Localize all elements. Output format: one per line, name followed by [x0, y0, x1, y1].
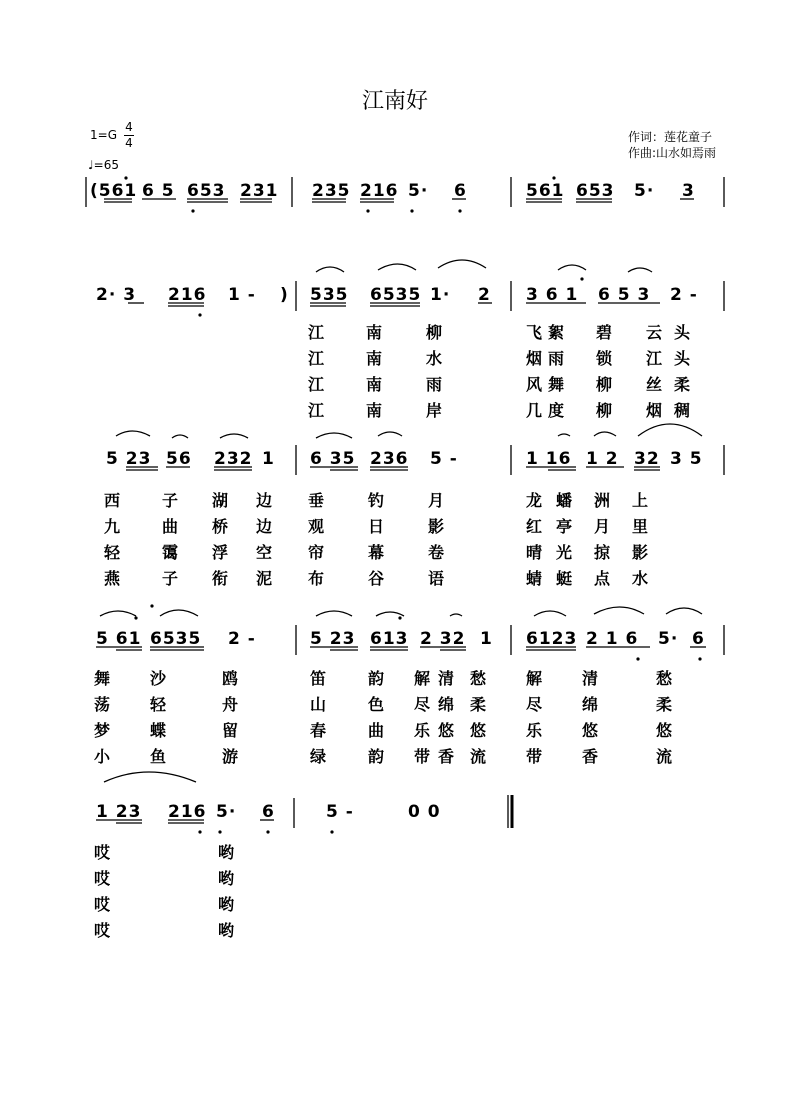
- tempo-value: =65: [93, 158, 119, 172]
- lyric: 舞: [94, 669, 111, 688]
- lyric: 丝: [646, 375, 663, 394]
- time-signature-bottom: 4: [125, 136, 133, 150]
- note-group: 653: [187, 181, 226, 201]
- lyric: 幕: [368, 543, 385, 562]
- lyric: 江: [646, 349, 663, 368]
- note-group: 3: [682, 181, 695, 201]
- lyric: 九: [104, 517, 121, 536]
- lyric: 月: [428, 491, 445, 510]
- note-group: 1: [480, 629, 493, 649]
- note-group: 6535: [150, 629, 202, 649]
- lyric: 哟: [218, 843, 235, 862]
- lyric: 光: [556, 543, 573, 562]
- note-group: 535: [310, 285, 349, 305]
- lyric: 泥: [256, 569, 273, 588]
- lyric: 里: [632, 517, 649, 536]
- lyric: 洲: [594, 491, 611, 510]
- note-group: 6: [262, 802, 275, 822]
- note-group: 561: [526, 181, 565, 201]
- lyric: 碧: [596, 323, 613, 342]
- lyric: 柳: [426, 323, 443, 342]
- lyric: 红: [526, 517, 543, 536]
- lyric: 垂: [308, 491, 325, 510]
- lyric: 烟: [646, 401, 663, 420]
- lyric: 绿: [310, 747, 327, 766]
- lyric: 江: [308, 349, 325, 368]
- lyric: 云: [646, 323, 663, 342]
- note-group: 2 -: [670, 285, 698, 305]
- note-group: 3 6 1: [526, 285, 579, 305]
- lyric: 南: [366, 401, 383, 420]
- lyric: 悠: [438, 721, 455, 740]
- note-group: 56: [166, 449, 192, 469]
- lyric: 边: [256, 517, 273, 536]
- lyric: 龙: [526, 491, 543, 510]
- note-group: 0 0: [408, 802, 441, 822]
- note-group: 5 -: [326, 802, 354, 822]
- lyric: 留: [222, 721, 239, 740]
- note-group: 216: [168, 802, 207, 822]
- lyric: 絮: [548, 323, 565, 342]
- lyric: 沙: [150, 669, 167, 688]
- note-group: 6 35: [310, 449, 356, 469]
- lyricist-credit: 作词：莲花童子: [628, 130, 713, 144]
- lyric: 飞: [526, 323, 543, 342]
- time-signature-top: 4: [125, 120, 133, 134]
- lyric: 悠: [582, 721, 599, 740]
- lyric: 晴: [526, 543, 543, 562]
- note-group: 6: [692, 629, 705, 649]
- lyric: 钓: [368, 491, 385, 510]
- lyric: 蟠: [556, 491, 573, 510]
- note-group: 5 61: [96, 629, 142, 649]
- lyric: 荡: [94, 695, 111, 714]
- lyric: 曲: [162, 517, 179, 536]
- note-group: 2 -: [228, 629, 256, 649]
- composer-credit: 作曲:山水如焉雨: [628, 146, 717, 160]
- lyric: 衔: [212, 569, 229, 588]
- lyric: 尽: [414, 695, 431, 714]
- lyric: 带: [414, 747, 431, 766]
- lyric: 锁: [596, 349, 613, 368]
- lyric: 蜻: [526, 569, 543, 588]
- note-group: 1 16: [526, 449, 572, 469]
- lyric: 度: [548, 401, 565, 420]
- note-group: 1 -: [228, 285, 256, 305]
- note-group: 216: [168, 285, 207, 305]
- lyric: 游: [222, 747, 239, 766]
- lyric: 春: [310, 721, 327, 740]
- lyric: 哟: [218, 921, 235, 940]
- lyric: 柔: [656, 695, 673, 714]
- note-group: 5 -: [430, 449, 458, 469]
- lyric: 影: [632, 543, 649, 562]
- lyric: 烟: [526, 349, 543, 368]
- lyric: 带: [526, 747, 543, 766]
- lyric: 上: [632, 491, 649, 510]
- note-group: 216: [360, 181, 399, 201]
- lyric: 语: [428, 569, 445, 588]
- lyric: 霭: [162, 543, 179, 562]
- lyric: 日: [368, 517, 385, 536]
- lyric: 南: [366, 349, 383, 368]
- note-group: 5·: [634, 181, 655, 201]
- lyric: 清: [582, 669, 599, 688]
- note-group: 1 23: [96, 802, 142, 822]
- lyric: 燕: [104, 569, 121, 588]
- lyric: 月: [594, 517, 611, 536]
- note-group: 231: [240, 181, 279, 201]
- note-group: 235: [312, 181, 351, 201]
- lyric: 哎: [94, 843, 111, 862]
- lyric: 浮: [212, 543, 229, 562]
- note-group: 5 23: [106, 449, 152, 469]
- lyric: 柳: [596, 401, 613, 420]
- note-group: 2· 3: [96, 285, 137, 305]
- lyric: 柔: [470, 695, 487, 714]
- lyric: 舟: [222, 695, 239, 714]
- lyric: 水: [632, 569, 649, 588]
- lyric: 水: [426, 349, 443, 368]
- key-signature: 1=G: [90, 128, 117, 142]
- note-group: 6535: [370, 285, 422, 305]
- lyric: 哟: [218, 869, 235, 888]
- lyric: 影: [428, 517, 445, 536]
- lyric: 江: [308, 323, 325, 342]
- song-title: 江南好: [361, 89, 428, 114]
- lyric: 愁: [470, 669, 487, 688]
- note-group: 5·: [408, 181, 429, 201]
- lyric: 亭: [556, 517, 573, 536]
- lyric: 轻: [150, 695, 167, 714]
- lyric: 帘: [308, 543, 325, 562]
- lyric: 南: [366, 375, 383, 394]
- note-group: ): [280, 285, 289, 305]
- lyric: 尽: [526, 695, 543, 714]
- lyric: 桥: [212, 517, 229, 536]
- lyric: 韵: [368, 669, 385, 688]
- lyric: 鱼: [150, 747, 167, 766]
- lyric: 色: [368, 695, 385, 714]
- lyric: 南: [366, 323, 383, 342]
- lyric: 笛: [310, 669, 327, 688]
- lyric: 柳: [596, 375, 613, 394]
- lyric: 西: [104, 491, 121, 510]
- lyric: 观: [308, 517, 325, 536]
- lyric: 解: [526, 669, 543, 688]
- lyric: 蜓: [556, 569, 573, 588]
- note-group: 2 32: [420, 629, 466, 649]
- lyric: 绵: [582, 695, 599, 714]
- note-group: 1 2: [586, 449, 619, 469]
- lyric: 雨: [426, 375, 443, 394]
- lyric: 哎: [94, 869, 111, 888]
- note-group: 2: [478, 285, 491, 305]
- note-group: 5·: [216, 802, 237, 822]
- lyric: 清: [438, 669, 455, 688]
- note-group: 6123: [526, 629, 578, 649]
- note-group: 3 5: [670, 449, 703, 469]
- lyric: 香: [582, 747, 599, 766]
- lyric: 曲: [368, 721, 385, 740]
- lyric: 哎: [94, 895, 111, 914]
- lyric: 流: [470, 747, 487, 766]
- lyric: 梦: [94, 721, 111, 740]
- lyric: 布: [308, 569, 325, 588]
- note-group: 1·: [430, 285, 451, 305]
- lyric: 香: [438, 747, 455, 766]
- lyric: 湖: [212, 491, 229, 510]
- lyric: 哟: [218, 895, 235, 914]
- lyric: 悠: [470, 721, 487, 740]
- note-group: 5·: [658, 629, 679, 649]
- lyric: 流: [656, 747, 673, 766]
- lyric: 头: [674, 323, 691, 342]
- lyric: 边: [256, 491, 273, 510]
- lyric: 子: [162, 491, 179, 510]
- quarter-note-icon: ♩: [88, 158, 94, 172]
- lyric: 哎: [94, 921, 111, 940]
- note-group: 2 1 6: [586, 629, 639, 649]
- note-group: (561: [90, 181, 138, 201]
- lyric: 风: [526, 375, 543, 394]
- lyric: 头: [674, 349, 691, 368]
- lyric: 柔: [674, 375, 691, 394]
- note-group: 6: [454, 181, 467, 201]
- note-group: 5 23: [310, 629, 356, 649]
- lyric: 雨: [548, 349, 565, 368]
- lyric: 韵: [368, 747, 385, 766]
- lyric: 乐: [414, 721, 431, 740]
- lyric: 山: [310, 695, 327, 714]
- lyric: 谷: [368, 569, 385, 588]
- lyric: 乐: [526, 721, 543, 740]
- lyric: 江: [308, 401, 325, 420]
- note-group: 653: [576, 181, 615, 201]
- lyric: 江: [308, 375, 325, 394]
- lyric: 子: [162, 569, 179, 588]
- lyric: 小: [94, 747, 111, 766]
- note-group: 6 5: [142, 181, 175, 201]
- lyric: 绵: [438, 695, 455, 714]
- note-group: 32: [634, 449, 660, 469]
- lyric: 稠: [674, 401, 691, 420]
- note-group: 613: [370, 629, 409, 649]
- lyric: 解: [414, 669, 431, 688]
- lyric: 岸: [426, 401, 443, 420]
- note-group: 6 5 3: [598, 285, 651, 305]
- lyric: 几: [526, 401, 543, 420]
- lyric: 舞: [548, 375, 565, 394]
- lyric: 悠: [656, 721, 673, 740]
- lyric: 卷: [428, 543, 445, 562]
- lyric: 愁: [656, 669, 673, 688]
- lyric: 轻: [104, 543, 121, 562]
- lyric: 掠: [594, 543, 611, 562]
- lyric: 蝶: [150, 721, 167, 740]
- note-group: 232: [214, 449, 253, 469]
- note-group: 1: [262, 449, 275, 469]
- note-group: 236: [370, 449, 409, 469]
- lyric: 点: [594, 569, 611, 588]
- lyric: 空: [256, 543, 273, 562]
- lyric: 鸥: [222, 669, 239, 688]
